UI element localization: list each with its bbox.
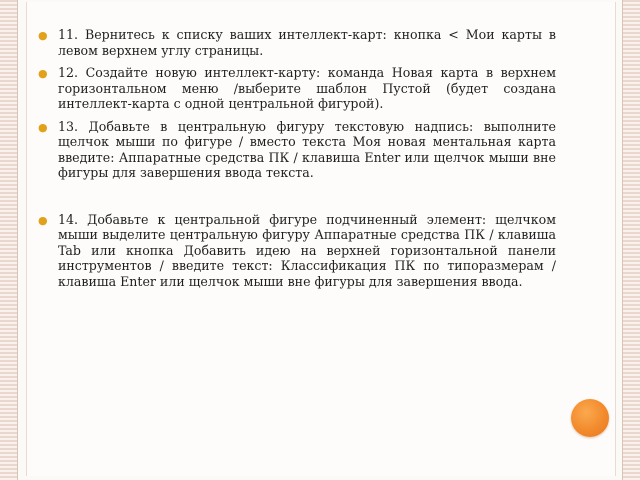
circle-bullet-icon: ● bbox=[38, 67, 48, 80]
right-decorative-border bbox=[622, 0, 640, 480]
list-item-text: 11. Вернитесь к списку ваших интеллект-карт: кнопка < Мои карты в левом верхнем углу страницы. bbox=[58, 27, 556, 58]
list-item bbox=[38, 212, 556, 290]
list-item-text: 14. Добавьте к центральной фигуре подчиненный элемент: щелчком мыши выделите центральную фигуру Аппаратные средства ПК / клавиша Tab или кнопка Добавить идею на верхней горизонтальной панели инструментов / введите текст: Классификация ПК по типоразмерам / клавиша Enter или щелчок мыши вне фигуры для завершения ввода. bbox=[58, 211, 556, 289]
left-decorative-border bbox=[0, 0, 18, 480]
list-item-text: 12. Создайте новую интеллект-карту: команда Новая карта в верхнем горизонтальном меню /выберите шаблон Пустой (будет создана интеллект-карта с одной центральной фигурой). bbox=[58, 65, 556, 111]
orange-circle-decoration bbox=[571, 399, 609, 437]
list-item bbox=[38, 27, 556, 58]
instruction-list bbox=[38, 27, 556, 296]
list-item bbox=[38, 119, 556, 181]
circle-bullet-icon: ● bbox=[38, 29, 48, 42]
circle-bullet-icon: ● bbox=[38, 120, 48, 134]
circle-bullet-icon: ● bbox=[38, 213, 48, 227]
list-item bbox=[38, 65, 556, 112]
list-item-text: 13. Добавьте в центральную фигуру текстовую надпись: выполните щелчок мыши по фигуре / вместо текста Моя новая ментальная карта введите: Аппаратные средства ПК / клавиша Enter или щелчок мыши вне фигуры для завершения ввода текста. bbox=[58, 118, 556, 180]
